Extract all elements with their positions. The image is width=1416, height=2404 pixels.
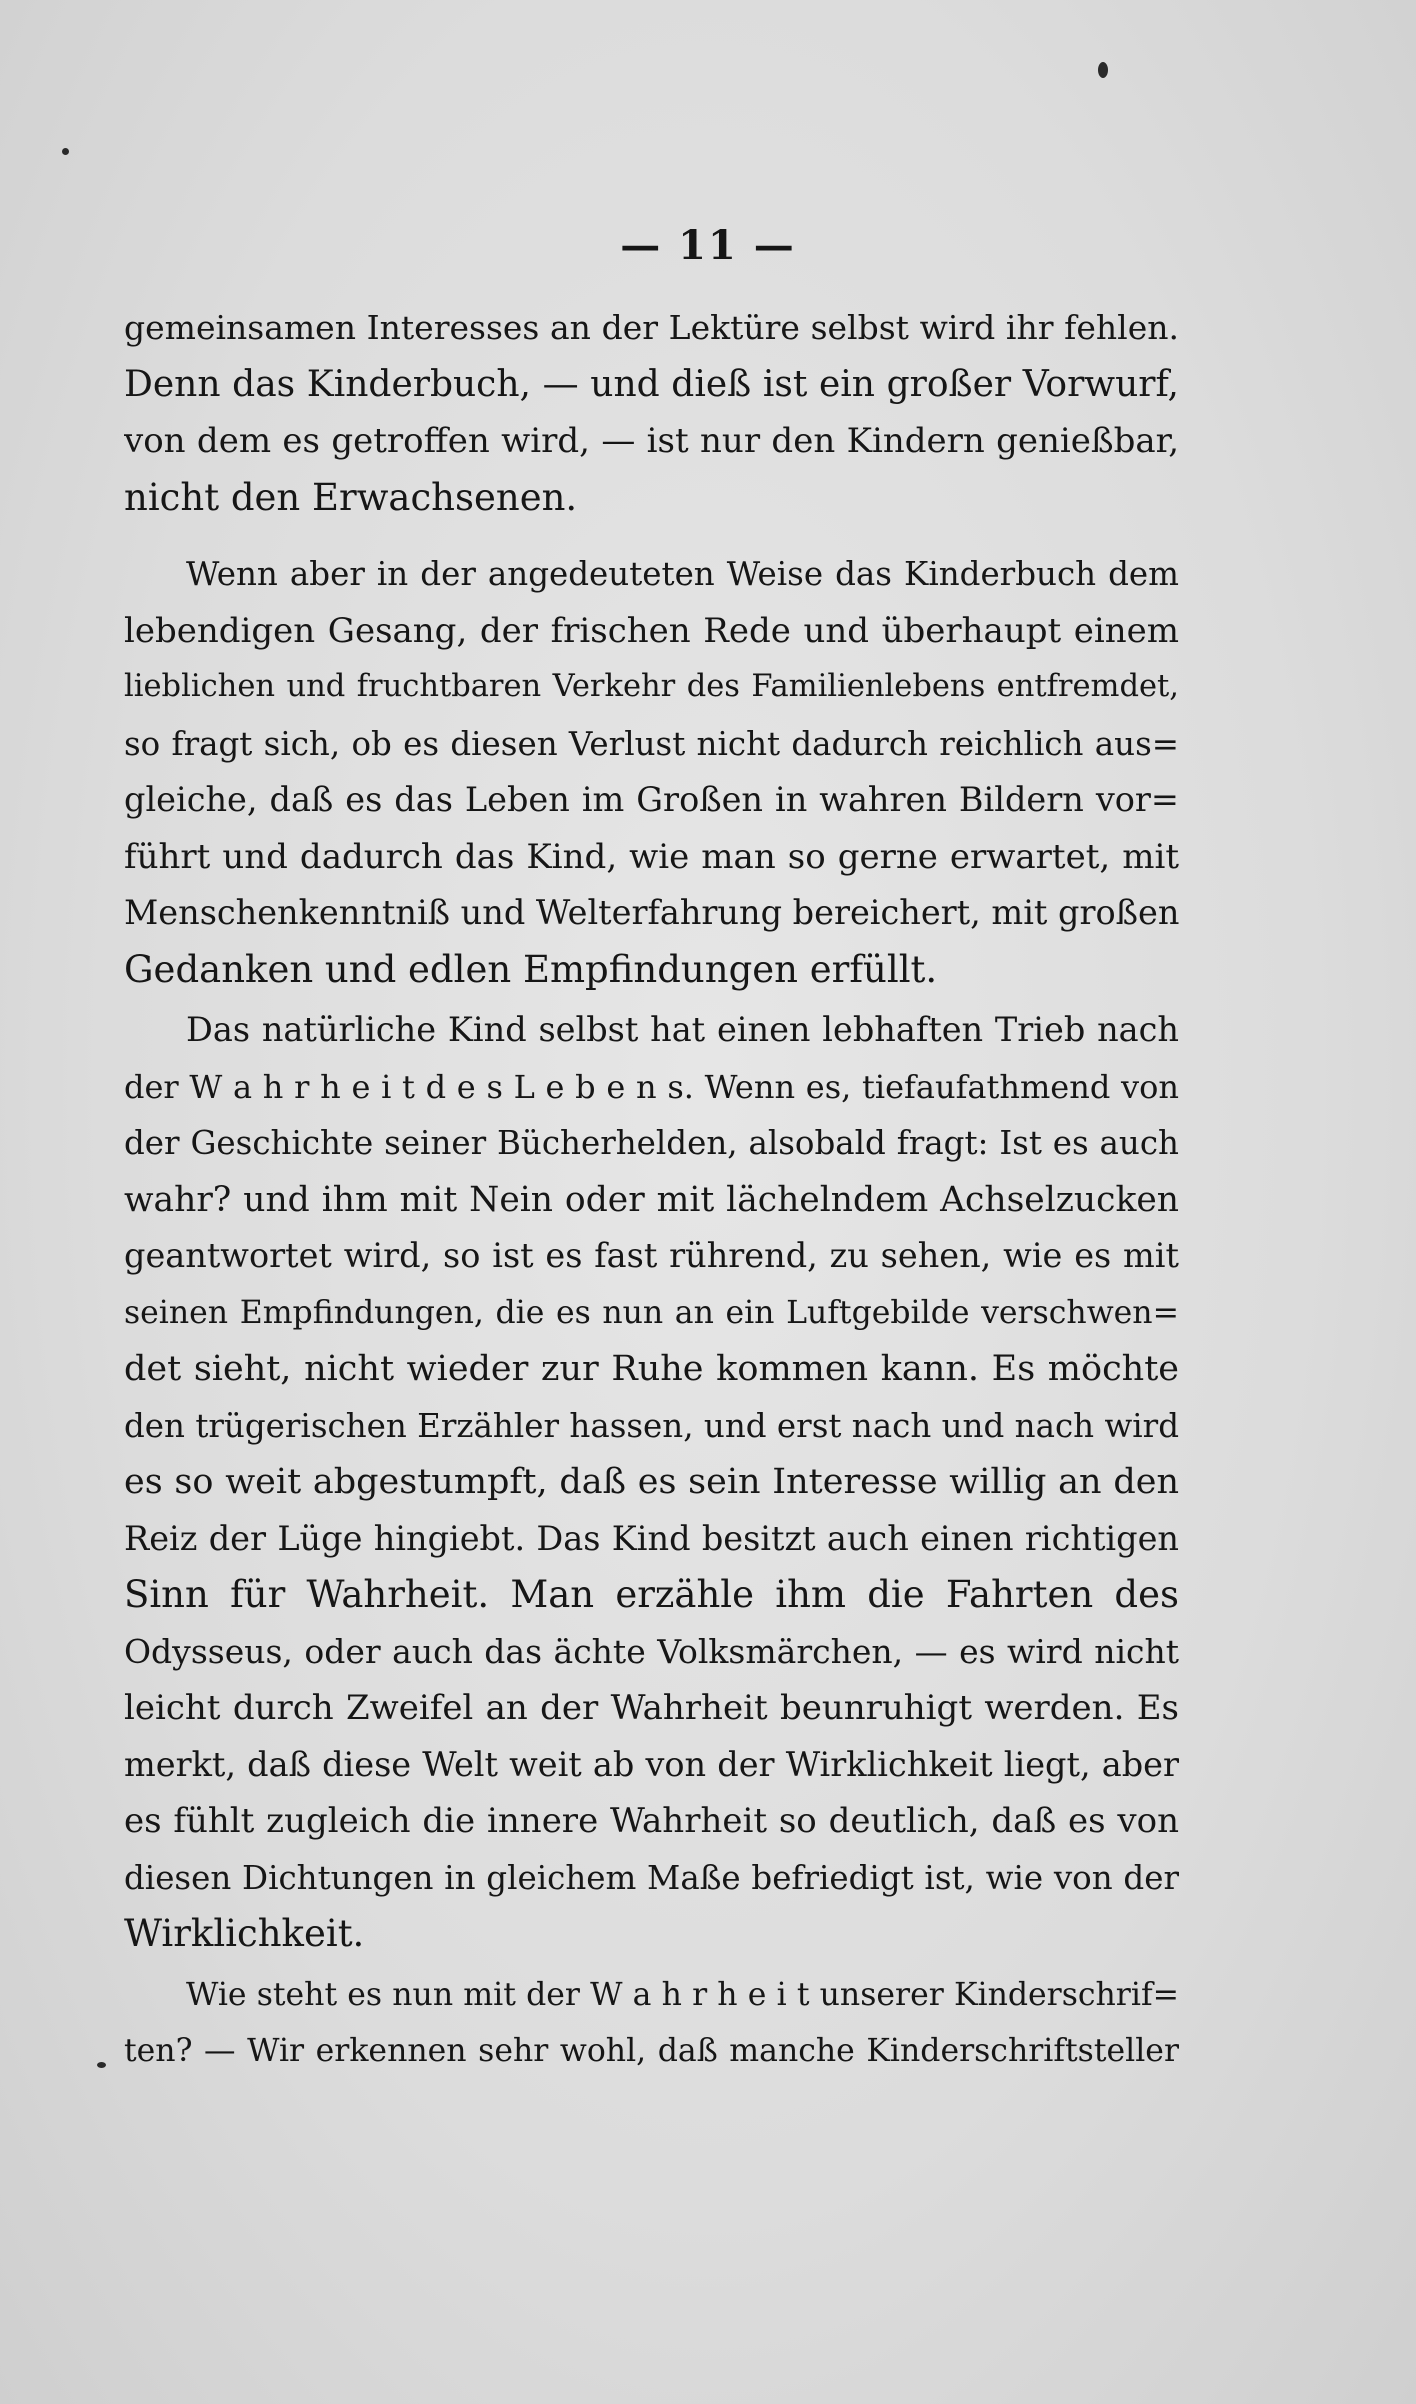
body-text xyxy=(124,300,1179,2080)
text-line: von dem es getroffen wird, — ist nur den Kindern genießbar, xyxy=(124,421,1179,461)
paragraph xyxy=(124,546,1179,998)
text-line: det sieht, nicht wieder zur Ruhe kommen kann. Es möchte xyxy=(124,1349,1179,1389)
ink-spot xyxy=(1098,62,1108,78)
text-line: gleiche, daß es das Leben im Großen in wahren Bildern vor= xyxy=(124,780,1179,819)
text-line: wahr? und ihm mit Nein oder mit lächelndem Achselzucken xyxy=(124,1179,1179,1220)
paragraph xyxy=(124,300,1179,526)
text-line: Wirklichkeit. xyxy=(124,1912,365,1955)
text-line: diesen Dichtungen in gleichem Maße befriedigt ist, wie von der xyxy=(124,1858,1179,1897)
text-line: merkt, daß diese Welt weit ab von der Wirklichkeit liegt, aber xyxy=(124,1744,1179,1784)
text-line: es fühlt zugleich die innere Wahrheit so deutlich, daß es von xyxy=(124,1801,1179,1841)
text-line: der Geschichte seiner Bücherhelden, alsobald fragt: Ist es auch xyxy=(124,1124,1179,1162)
text-line: lieblichen und fruchtbaren Verkehr des Familienlebens entfremdet, xyxy=(124,669,1179,704)
text-line: Das natürliche Kind selbst hat einen lebhaften Trieb nach xyxy=(186,1010,1179,1049)
text-line: führt und dadurch das Kind, wie man so gerne erwartet, mit xyxy=(124,836,1179,877)
text-line: ten? — Wir erkennen sehr wohl, daß manche Kinderschriftsteller xyxy=(124,2033,1179,2069)
text-line: Gedanken und edlen Empfindungen erfüllt. xyxy=(124,947,938,991)
text-line: so fragt sich, ob es diesen Verlust nicht dadurch reichlich aus= xyxy=(124,724,1179,763)
text-line: Wie steht es nun mit der W a h r h e i t unserer Kinderschrif= xyxy=(186,1976,1179,2013)
text-line: den trügerischen Erzähler hassen, und erst nach und nach wird xyxy=(124,1406,1179,1445)
text-line: Sinn für Wahrheit. Man erzähle ihm die Fahrten des xyxy=(124,1573,1179,1616)
page-number: — 11 — xyxy=(620,222,796,269)
text-line: Menschenkenntniß und Welterfahrung bereichert, mit großen xyxy=(124,893,1179,932)
paragraph xyxy=(124,1967,1179,2080)
ink-spot xyxy=(62,148,69,155)
text-line: Reiz der Lüge hingiebt. Das Kind besitzt auch einen richtigen xyxy=(124,1518,1179,1558)
text-line: seinen Empfindungen, die es nun an ein Luftgebilde verschwen= xyxy=(124,1294,1179,1331)
paragraph xyxy=(124,1002,1179,1963)
text-line: Wenn aber in der angedeuteten Weise das Kinderbuch dem xyxy=(186,555,1179,593)
text-line: gemeinsamen Interesses an der Lektüre selbst wird ihr fehlen. xyxy=(124,308,1179,347)
text-line: der W a h r h e i t d e s L e b e n s. Wenn es, tiefaufathmend von xyxy=(124,1067,1179,1106)
ink-spot xyxy=(97,2062,106,2068)
text-line: Denn das Kinderbuch, — und dieß ist ein großer Vorwurf, xyxy=(124,363,1179,405)
text-line: nicht den Erwachsenen. xyxy=(124,475,578,519)
text-line: Odysseus, oder auch das ächte Volksmärchen, — es wird nicht xyxy=(124,1631,1179,1671)
text-line: lebendigen Gesang, der frischen Rede und überhaupt einem xyxy=(124,610,1179,651)
text-line: es so weit abgestumpft, daß es sein Interesse willig an den xyxy=(124,1462,1179,1502)
text-line: leicht durch Zweifel an der Wahrheit beunruhigt werden. Es xyxy=(124,1688,1179,1728)
text-line: geantwortet wird, so ist es fast rührend, zu sehen, wie es mit xyxy=(124,1236,1179,1275)
